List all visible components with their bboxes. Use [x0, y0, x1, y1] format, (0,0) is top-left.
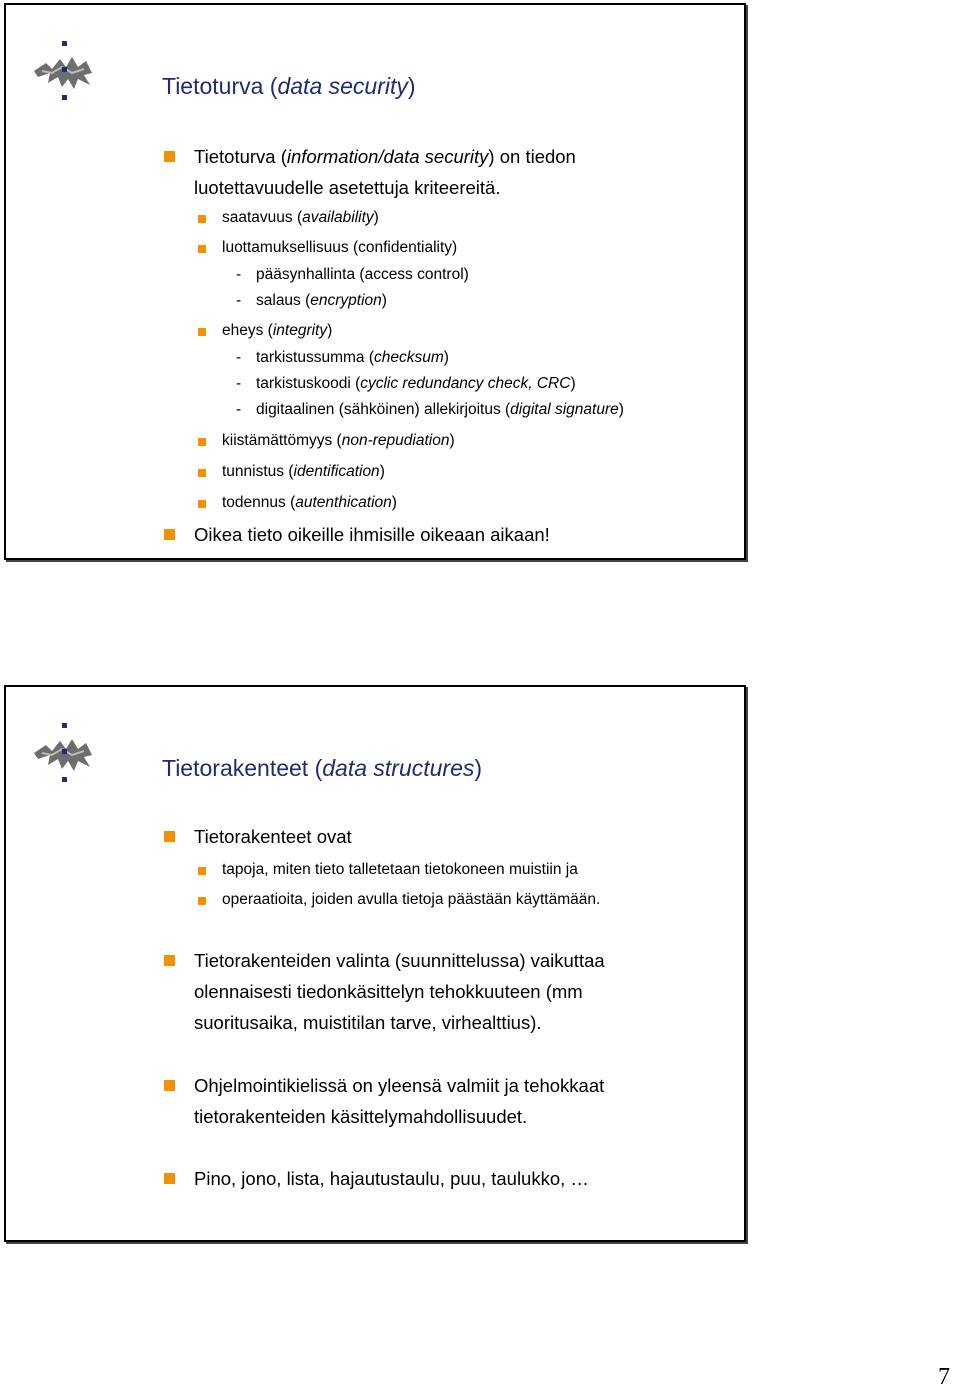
square-bullet-icon [198, 500, 206, 508]
slide-title: Tietorakenteet (data structures) [162, 755, 483, 781]
slide-data-security: Tietoturva (data security) Tietoturva (information/data security) on tiedon luotettavuudelle asetettuja kriteereitä. saatavuus (availability) luottamuksellisuus (confidentiality) - pääsynhallinta (access control) - salaus (encryption) eheys (integrity) - tarkistussumma (checksum) - tarkistuskoodi (cyclic redundancy check, CRC) - digitaalinen (sähköinen) allekirjoitus (digital signature) kiistämättömyys (non-repudiation) tunnistus (identification) todennus (autenthication) Oikea tieto oikeille ihmisille oikeaan aikaan! [4, 3, 746, 560]
square-bullet-icon [198, 215, 206, 223]
square-bullet-icon [164, 529, 175, 540]
university-flame-logo-icon [32, 721, 98, 787]
square-bullet-icon [198, 867, 206, 875]
square-bullet-icon [198, 245, 206, 253]
university-flame-logo-icon [32, 39, 98, 105]
square-bullet-icon [198, 469, 206, 477]
square-bullet-icon [198, 438, 206, 446]
page-number: 7 [938, 1364, 950, 1390]
square-bullet-icon [164, 1173, 175, 1184]
square-bullet-icon [164, 955, 175, 966]
square-bullet-icon [198, 897, 206, 905]
square-bullet-icon [164, 1080, 175, 1091]
square-bullet-icon [198, 328, 206, 336]
square-bullet-icon [164, 831, 175, 842]
square-bullet-icon [164, 151, 175, 162]
slide-data-structures: Tietorakenteet (data structures) Tietorakenteet ovat tapoja, miten tieto talletetaan tietokoneen muistiin ja operaatioita, joiden avulla tietoja päästään käyttämään. Tietorakenteiden valinta (suunnittelussa) vaikuttaa olennaisesti tiedonkäsittelyn tehokkuuteen (mm suoritusaika, muistitilan tarve, virhealttius). Ohjelmointikielissä on yleensä valmiit ja tehokkaat tietorakenteiden käsittelymahdollisuudet. Pino, jono, lista, hajautustaulu, puu, taulukko, … [4, 685, 746, 1242]
slide-title: Tietoturva (data security) [162, 73, 416, 99]
